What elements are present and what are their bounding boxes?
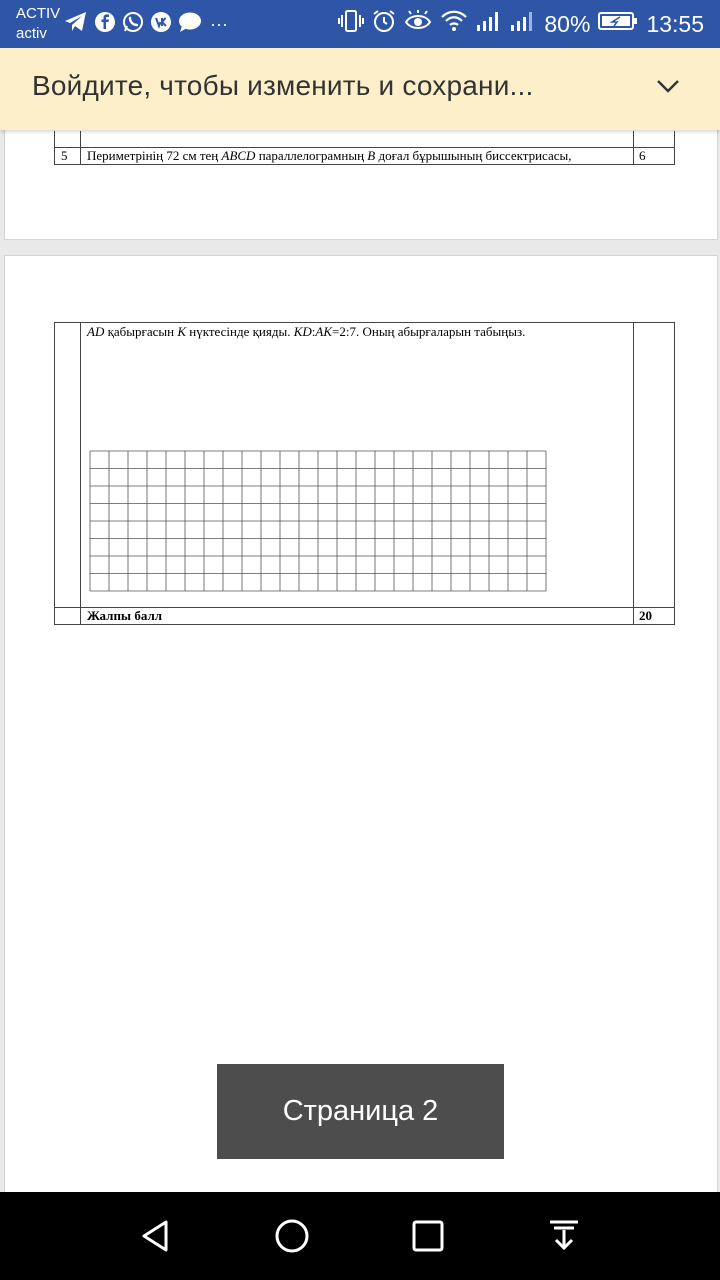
total-score: 20 [639, 608, 652, 623]
home-icon[interactable] [264, 1208, 320, 1264]
chevron-down-icon[interactable] [656, 78, 680, 99]
recents-icon[interactable] [400, 1208, 456, 1264]
text-part: доғал бұрышының биссектрисасы, [375, 148, 572, 163]
status-bar [0, 0, 720, 48]
page-indicator: Страница 2 [217, 1064, 504, 1159]
navigation-bar [0, 1192, 720, 1280]
facebook-icon [94, 11, 116, 38]
text-part: : [311, 324, 316, 339]
text-part-italic: KD [293, 324, 312, 339]
clock: 13:55 [646, 10, 704, 37]
banner-text: Войдите, чтобы изменить и сохрани... [32, 70, 534, 101]
vk-icon [150, 11, 172, 38]
more-notifications: ··· [210, 13, 228, 34]
eye-icon [404, 10, 432, 38]
signal-icon-2 [510, 9, 536, 39]
download-icon[interactable] [536, 1208, 592, 1264]
carrier-label [16, 4, 60, 44]
alarm-icon [372, 9, 396, 39]
text-part: нүктесінде қияды. [186, 324, 294, 339]
text-part-italic: AD [87, 324, 105, 339]
text-part-italic: K [177, 324, 187, 339]
system-icons [338, 10, 704, 38]
signal-icon [476, 9, 502, 39]
text-part: қабырғасын [104, 324, 178, 339]
row-score: 6 [639, 148, 646, 163]
vibrate-icon [338, 9, 364, 39]
text-part: параллелограмның [255, 148, 368, 163]
battery-percent: 80% [544, 10, 591, 37]
task-text-line [87, 148, 571, 164]
document-page-2 [4, 255, 718, 1197]
text-part-italic: B [367, 148, 376, 163]
wifi-icon [440, 9, 468, 39]
back-icon[interactable] [128, 1208, 184, 1264]
task-text-line [87, 324, 525, 340]
text-part-italic: AK [315, 324, 333, 339]
text-part-italic: ABCD [221, 148, 256, 163]
row-number: 5 [61, 148, 68, 163]
whatsapp-icon [122, 11, 144, 38]
carrier-bottom: activ [16, 25, 47, 42]
telegram-icon [64, 11, 88, 38]
carrier-top: ACTIV [16, 5, 61, 22]
text-part: Периметрінің 72 см тең [87, 148, 222, 163]
graph-paper-grid [89, 450, 547, 594]
battery-icon [598, 10, 638, 38]
chat-icon [178, 11, 202, 38]
text-part: =2:7. Оның абырғаларын табыңыз. [332, 324, 526, 339]
notification-icons [64, 12, 228, 36]
total-label: Жалпы балл [87, 608, 163, 623]
sign-in-banner[interactable] [0, 48, 720, 130]
